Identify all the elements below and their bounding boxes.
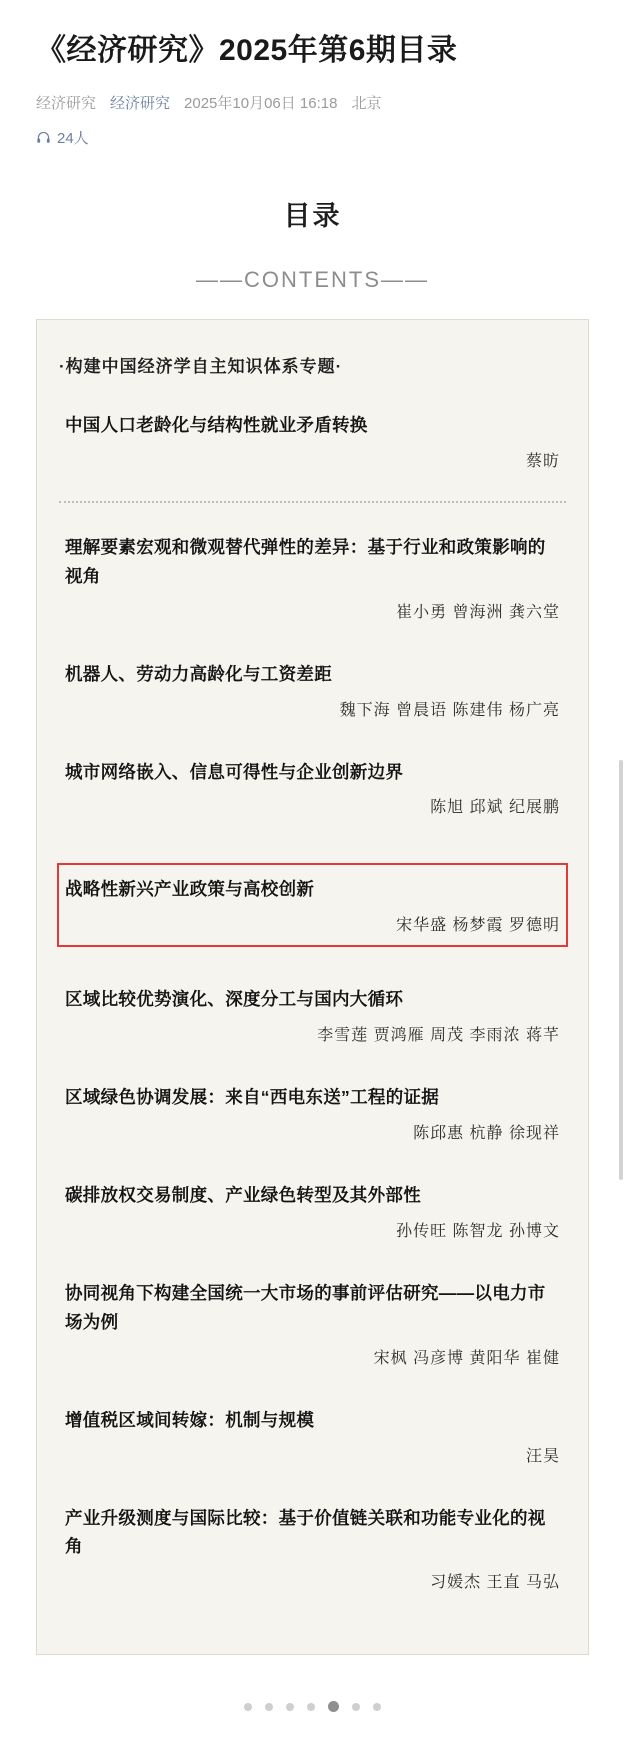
toc-entry-authors: 蔡昉 xyxy=(525,452,560,470)
pager-dot[interactable] xyxy=(352,1703,360,1711)
toc-entry-authors: 陈邱惠 杭静 徐现祥 xyxy=(413,1125,560,1142)
page-title: 《经济研究》2025年第6期目录 xyxy=(36,34,458,67)
listen-row[interactable] xyxy=(36,127,589,148)
meta-datetime: 2025年10月06日 16:18 xyxy=(184,95,338,112)
meta-location: 北京 xyxy=(351,95,382,112)
toc-entry-title: 理解要素宏观和微观替代弹性的差异：基于行业和政策影响的视角 xyxy=(65,536,546,586)
toc-entry-authors: 陈旭 邱斌 纪展鹏 xyxy=(430,799,560,817)
toc-entry[interactable] xyxy=(59,407,566,477)
toc-entry[interactable] xyxy=(59,1500,566,1599)
toc-spacer xyxy=(59,1380,566,1402)
article-header xyxy=(0,0,625,148)
toc-entry-title: 机器人、劳动力高龄化与工资差距 xyxy=(65,663,332,684)
toc-entry-title: 区域比较优势演化、深度分工与国内大循环 xyxy=(65,989,404,1010)
toc-spacer xyxy=(59,829,566,851)
toc-spacer xyxy=(59,1478,566,1500)
pager-dot[interactable] xyxy=(307,1703,315,1711)
toc-card xyxy=(36,319,589,1655)
meta-author: 经济研究 xyxy=(36,95,97,112)
toc-entry[interactable] xyxy=(57,863,568,947)
toc-entry-authors: 魏下海 曾晨语 陈建伟 杨广亮 xyxy=(339,701,560,719)
toc-spacer xyxy=(59,1604,566,1626)
toc-entry-authors: 宋华盛 杨梦霞 罗德明 xyxy=(396,917,560,935)
toc-divider xyxy=(59,501,566,503)
toc-entry-authors: 习媛杰 王直 马弘 xyxy=(430,1574,560,1592)
listen-count: 24人 xyxy=(57,130,89,147)
toc-entry-title: 城市网络嵌入、信息可得性与企业创新边界 xyxy=(65,761,404,782)
toc-entry-authors: 宋枫 冯彦博 黄阳华 崔健 xyxy=(373,1349,560,1367)
scrollbar[interactable] xyxy=(619,760,623,1180)
toc-entry-authors: 李雪莲 贾鸿雁 周茂 李雨浓 蒋芊 xyxy=(317,1027,560,1045)
toc-entry-title: 碳排放权交易制度、产业绿色转型及其外部性 xyxy=(65,1185,421,1205)
toc-entry[interactable] xyxy=(59,1402,566,1472)
toc-entry[interactable] xyxy=(59,754,566,824)
contents-subheading: ——CONTENTS—— xyxy=(196,267,429,292)
toc-list xyxy=(59,407,566,1626)
catalog-heading: 目录 xyxy=(283,201,342,231)
headphone-icon xyxy=(36,130,51,145)
pager-dot[interactable] xyxy=(328,1701,339,1712)
pager-dot[interactable] xyxy=(286,1703,294,1711)
toc-entry[interactable] xyxy=(59,529,566,628)
toc-section-title: ·构建中国经济学自主知识体系专题· xyxy=(59,357,343,376)
toc-entry[interactable] xyxy=(59,981,566,1051)
toc-entry-title: 增值税区域间转嫁：机制与规模 xyxy=(65,1409,315,1430)
toc-entry-title: 产业升级测度与国际比较：基于价值链关联和功能专业化的视角 xyxy=(65,1507,546,1557)
article-body xyxy=(0,194,625,1738)
toc-spacer xyxy=(59,959,566,981)
toc-entry[interactable] xyxy=(59,656,566,726)
toc-entry[interactable] xyxy=(59,1275,566,1374)
toc-entry-title: 中国人口老龄化与结构性就业矛盾转换 xyxy=(65,415,368,435)
toc-entry[interactable] xyxy=(59,1177,566,1247)
toc-entry-title: 区域绿色协调发展：来自“西电东送”工程的证据 xyxy=(65,1087,440,1108)
article-meta xyxy=(36,92,589,113)
toc-spacer xyxy=(59,634,566,656)
meta-account-link[interactable]: 经济研究 xyxy=(110,95,171,112)
toc-entry-authors: 崔小勇 曾海洲 龚六堂 xyxy=(396,603,560,621)
pager-dots[interactable] xyxy=(36,1685,589,1738)
toc-entry-authors: 孙传旺 陈智龙 孙博文 xyxy=(396,1222,560,1240)
toc-entry[interactable] xyxy=(59,1079,566,1149)
toc-spacer xyxy=(59,732,566,754)
toc-entry-title: 战略性新兴产业政策与高校创新 xyxy=(65,879,315,900)
pager-dot[interactable] xyxy=(265,1703,273,1711)
toc-entry-title: 协同视角下构建全国统一大市场的事前评估研究——以电力市场为例 xyxy=(65,1282,546,1332)
pager-dot[interactable] xyxy=(244,1703,252,1711)
toc-spacer xyxy=(59,1253,566,1275)
toc-entry-authors: 汪昊 xyxy=(525,1447,560,1465)
pager-dot[interactable] xyxy=(373,1703,381,1711)
toc-spacer xyxy=(59,1155,566,1177)
toc-spacer xyxy=(59,1057,566,1079)
